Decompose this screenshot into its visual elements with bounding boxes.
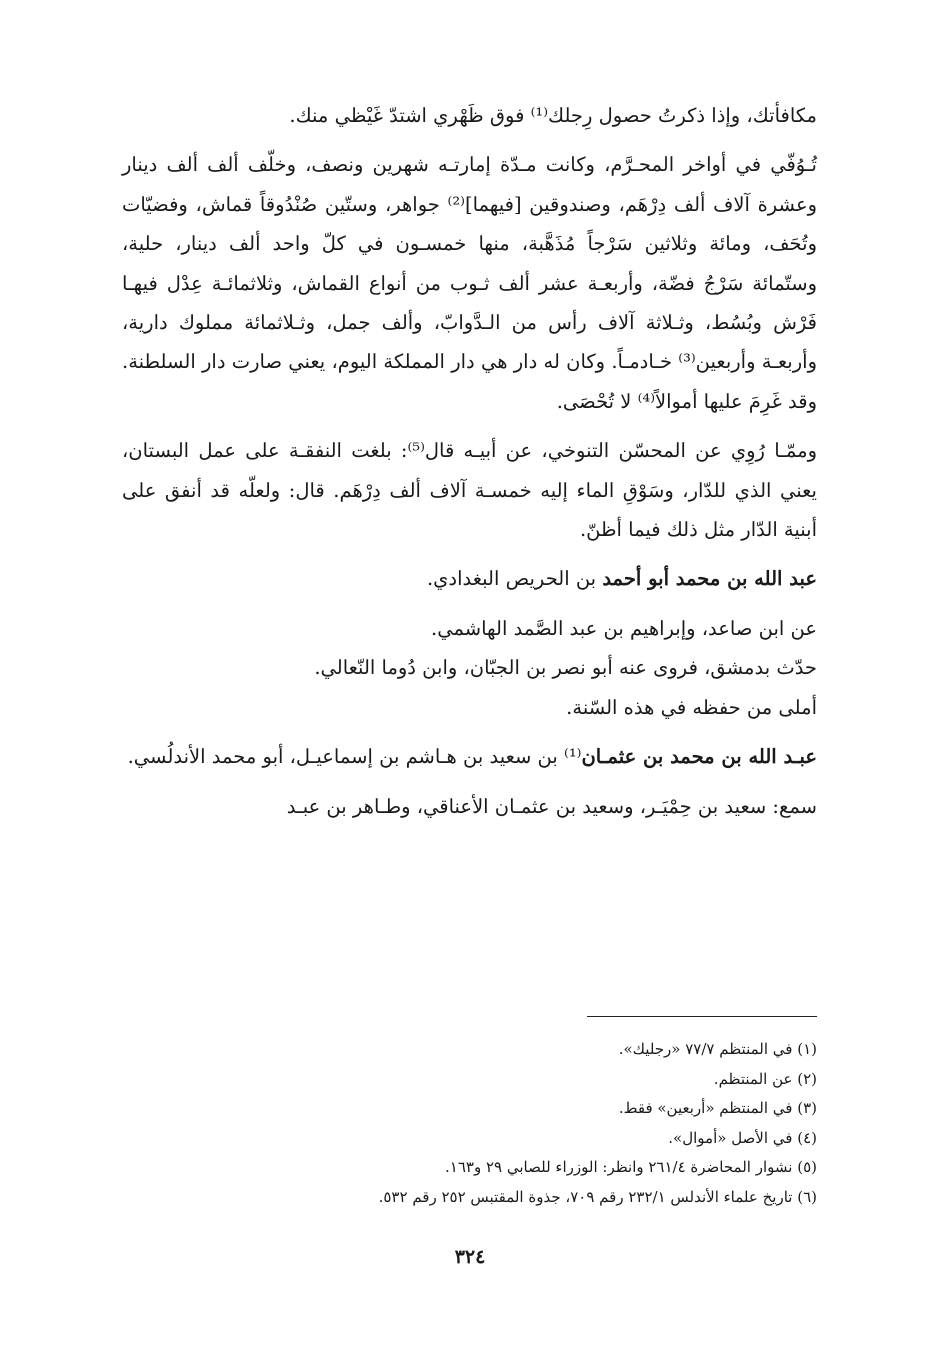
- footnotes: [180, 1035, 817, 1212]
- main-text: [122, 96, 817, 826]
- text-line: أملى من حفظه في هذه السّنة.: [566, 695, 817, 719]
- footnote: (٢) عن المنتظم.: [713, 1069, 817, 1088]
- heading-rest: بن الحريص البغدادي.: [426, 567, 603, 591]
- heading-name: عبـد الله بن محمد بن عثمـان: [581, 745, 817, 769]
- paragraph: مكافأتك، وإذا ذكرتُ حصول رِجلك⁽¹⁾ فوق ظَهْري اشتدّ غَيْظي منك.: [289, 104, 817, 127]
- heading-name: عبد الله بن محمد أبو أحمد: [602, 567, 817, 591]
- biography-heading: [122, 559, 817, 598]
- footnote: (٣) في المنتظم «أربعين» فقط.: [618, 1099, 817, 1117]
- page-number: ٣٢٤: [454, 1246, 486, 1268]
- footnote: (٦) تاريخ علماء الأندلس ٢٣٢/١ رقم ٧٠٩، جذوة المقتبس ٢٥٢ رقم ٥٣٢.: [378, 1187, 817, 1206]
- text-line: عن ابن صاعد، وإبراهيم بن عبد الصَّمد الهاشمي.: [431, 616, 817, 640]
- footnote-divider: [587, 1016, 817, 1017]
- paragraph: تُـوُفّي في أواخر المحـرَّم، وكانت مـدّة إمارتـه شهرين ونصف، وخلّف ألف ألف دينار وعشرة آلاف ألف دِرْهَم، وصندوقين [فيهما]⁽²⁾ جواهر، وستّين صُنْدُوقاً قماش، وفضيّات وتُحَف، ومائة وثلاثين سَرْجاً مُذَهَّبة، منها خمسـون في كلّ واحد ألف دينار، حلية، وستّمائة سَرْجُ فضّة، وأربعـة عشر ألف ثـوب من أنواع القماش، وثلاثمائـة عِدْل فيهـا فَرْش وبُسُط، وثـلاثة آلاف رأس من الـدَّوابّ، وألف جمل، وثـلاثمائة مملوك دارية، وأربعـة وأربعين⁽³⁾ خـادمـاً. وكان له دار هي دار المملكة اليوم، يعني صارت دار السلطنة. وقد غَرِمَ عليها أموالاً⁽⁴⁾ لا تُحْصَى.: [122, 153, 817, 413]
- text-line: حدّث بدمشق، فروى عنه أبو نصر بن الجبّان، وابن دُوما النّعالي.: [314, 656, 817, 680]
- paragraph: سمع: سعيد بن حِمْيَـر، وسعيد بن عثمـان الأعناقي، وطـاهر بن عبـد: [286, 794, 817, 818]
- paragraph: وممّـا رُوِي عن المحسّن التنوخي، عن أبيـه قال⁽⁵⁾: بلغت النفقـة على عمل البستان، يعني الذي للدّار، وسَوْقِ الماء إليه خمسـة آلاف ألف دِرْهَم. قال: ولعلّه قد أنفق على أبنية الدّار مثل ذلك فيما أظنّ.: [122, 439, 817, 542]
- footnote: (١) في المنتظم ٧٧/٧ «رجليك».: [618, 1040, 817, 1058]
- biography-heading: [122, 737, 817, 776]
- heading-rest: ⁽¹⁾ بن سعيد بن هـاشم بن إسماعيـل، أبو محمد الأندلُسي.: [127, 745, 582, 769]
- footnote: (٥) نشوار المحاضرة ٢٦١/٤ وانظر: الوزراء للصابي ٢٩ و١٦٣.: [445, 1158, 817, 1176]
- footnote: (٤) في الأصل «أموال».: [668, 1128, 817, 1147]
